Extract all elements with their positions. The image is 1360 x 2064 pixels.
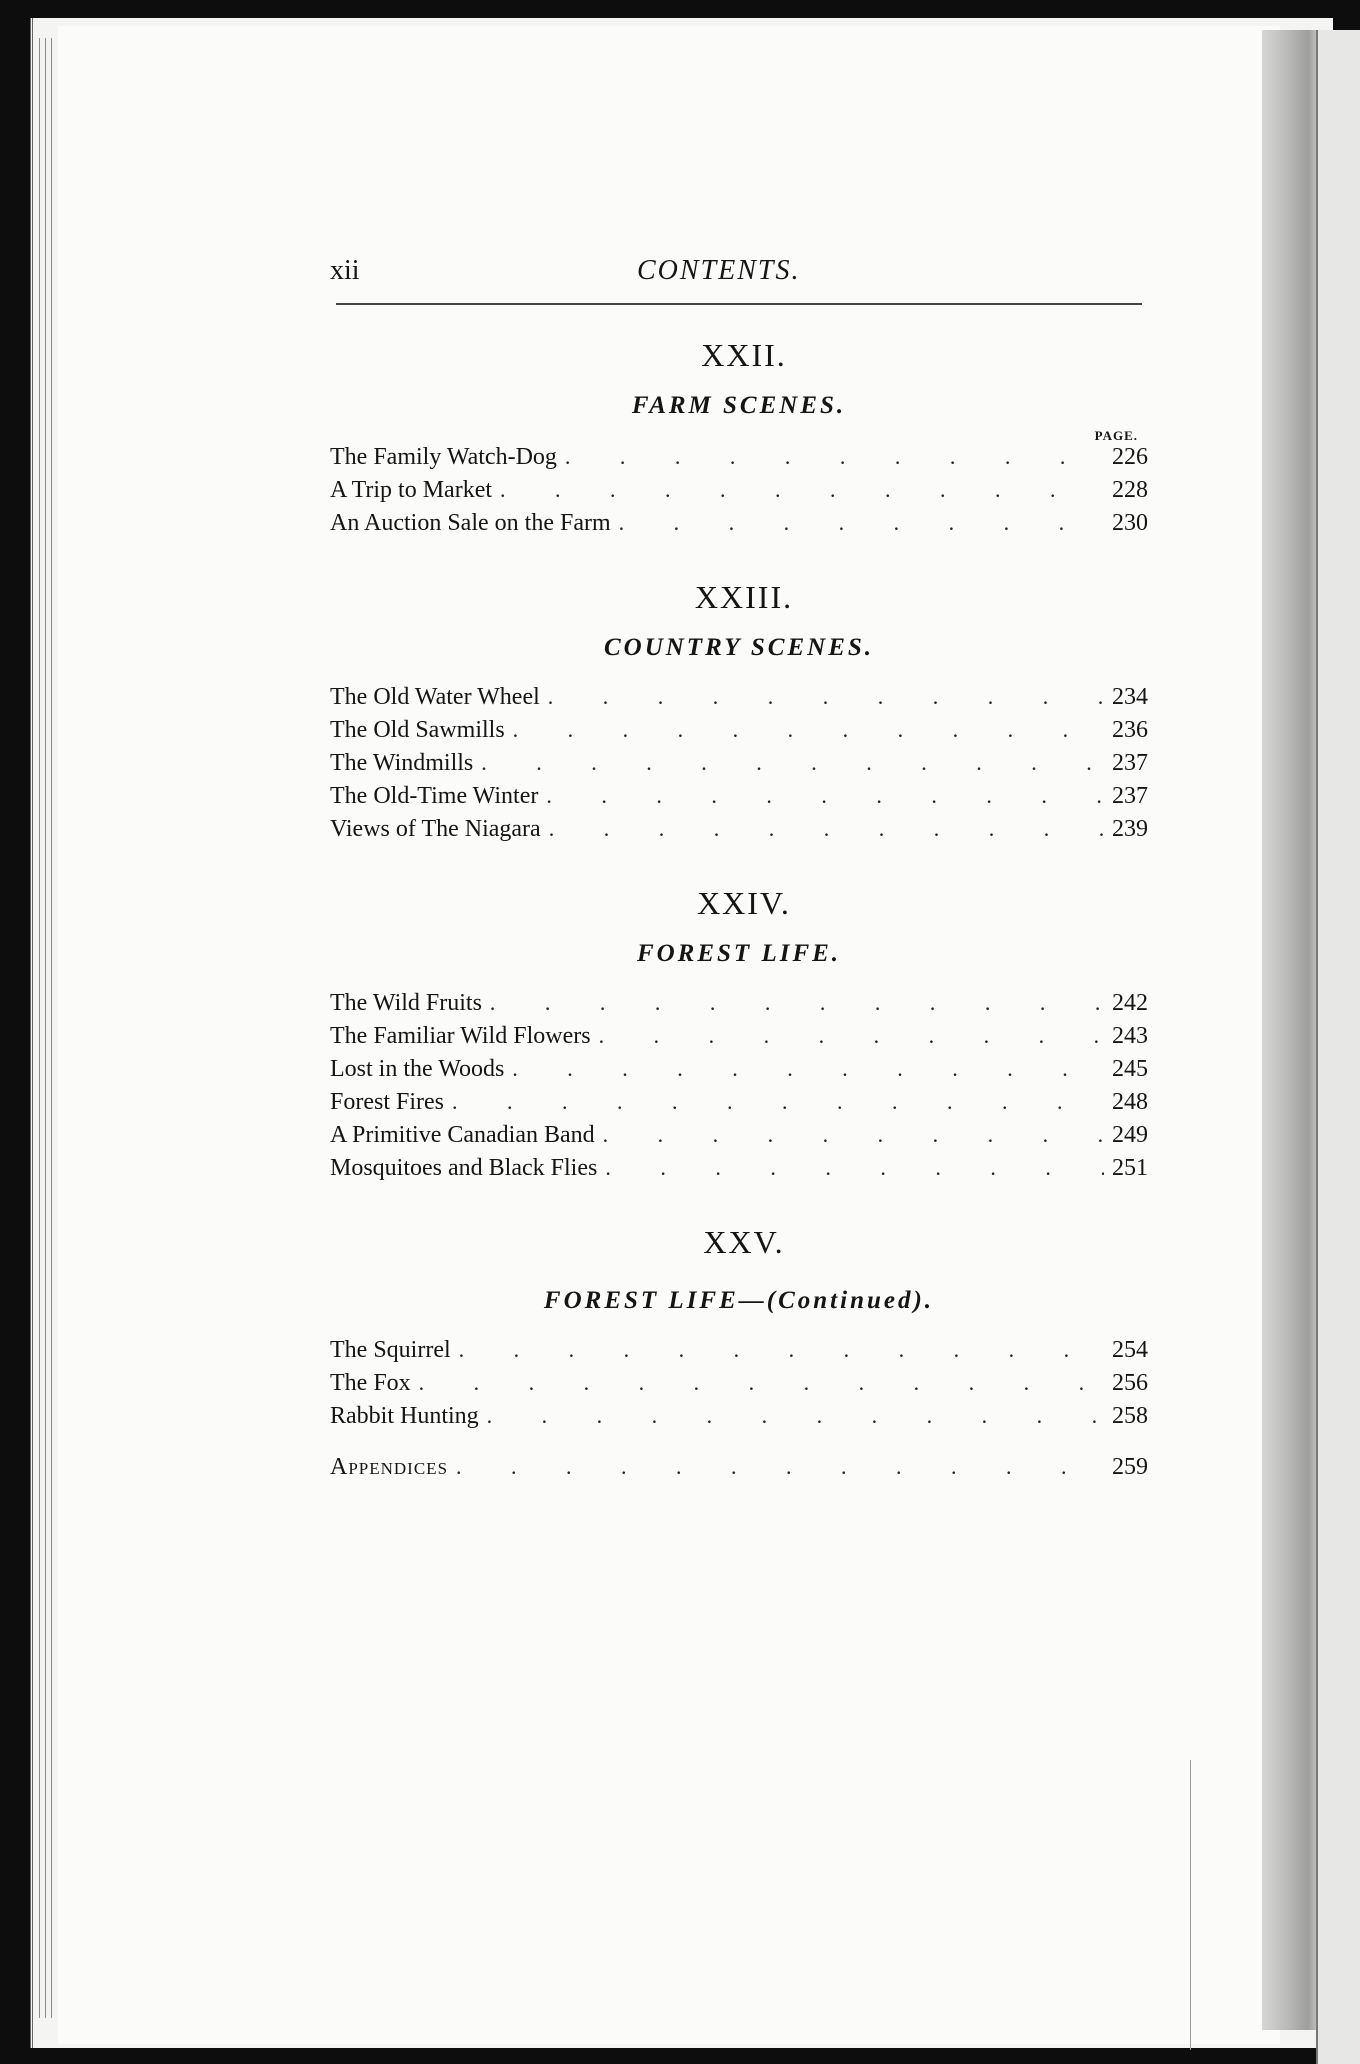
toc-entry-title: The Old-Time Winter bbox=[330, 783, 539, 809]
dot-leader bbox=[492, 477, 1104, 503]
dot-leader bbox=[541, 816, 1104, 842]
toc-entry bbox=[330, 1370, 1148, 1403]
contents-page bbox=[330, 255, 1148, 1487]
dot-leader bbox=[540, 684, 1104, 710]
toc-entry bbox=[330, 717, 1148, 750]
toc-entry-title: The Old Sawmills bbox=[330, 717, 505, 743]
toc-entry-title: The Squirrel bbox=[330, 1337, 451, 1363]
dot-leader bbox=[597, 1155, 1104, 1181]
toc-entry-page: 228 bbox=[1112, 477, 1148, 503]
toc-entry-title: The Fox bbox=[330, 1370, 411, 1396]
toc-entry-page: 254 bbox=[1112, 1337, 1148, 1363]
toc-entry-title: The Family Watch-Dog bbox=[330, 444, 557, 470]
dot-leader bbox=[451, 1337, 1104, 1363]
toc-entry-page: 236 bbox=[1112, 717, 1148, 743]
toc-entry-page: 234 bbox=[1112, 684, 1148, 710]
toc-entry-page: 230 bbox=[1112, 510, 1148, 536]
toc-list bbox=[330, 444, 1148, 543]
toc-list bbox=[330, 1337, 1148, 1436]
appendix-list bbox=[330, 1454, 1148, 1487]
toc-list bbox=[330, 684, 1148, 849]
toc-entry bbox=[330, 1403, 1148, 1436]
toc-entry-page: 256 bbox=[1112, 1370, 1148, 1396]
toc-entry-title: An Auction Sale on the Farm bbox=[330, 510, 611, 536]
dot-leader bbox=[611, 510, 1104, 536]
section-numeral: XXV. bbox=[703, 1224, 785, 1260]
toc-entry-page: 226 bbox=[1112, 444, 1148, 470]
dot-leader bbox=[591, 1023, 1104, 1049]
section-numeral: XXIII. bbox=[694, 579, 794, 615]
dot-leader bbox=[444, 1089, 1104, 1115]
toc-entry-page: 237 bbox=[1112, 783, 1148, 809]
toc-entry-title: Lost in the Woods bbox=[330, 1056, 505, 1082]
toc-entry-page: 251 bbox=[1112, 1155, 1148, 1181]
running-head bbox=[330, 255, 1148, 295]
toc-entry bbox=[330, 444, 1148, 477]
toc-entry-title: Views of The Niagara bbox=[330, 816, 541, 842]
toc-entry-title: A Primitive Canadian Band bbox=[330, 1122, 595, 1148]
toc-entry-page: 239 bbox=[1112, 816, 1148, 842]
dot-leader bbox=[473, 750, 1104, 776]
section-xxii bbox=[330, 337, 1148, 543]
dot-leader bbox=[448, 1454, 1104, 1480]
page-edge-line bbox=[39, 38, 40, 2018]
toc-entry bbox=[330, 783, 1148, 816]
dot-leader bbox=[482, 990, 1104, 1016]
section-title: FARM SCENES. bbox=[631, 392, 847, 419]
toc-entry-page: 237 bbox=[1112, 750, 1148, 776]
page-number: xii bbox=[330, 255, 360, 286]
toc-entry-appendices bbox=[330, 1454, 1148, 1487]
toc-entry-title: The Old Water Wheel bbox=[330, 684, 540, 710]
toc-entry bbox=[330, 750, 1148, 783]
section-numeral: XXII. bbox=[701, 337, 787, 373]
section-numeral: XXIV. bbox=[697, 885, 791, 921]
toc-entry-title: The Wild Fruits bbox=[330, 990, 482, 1016]
toc-entry bbox=[330, 1155, 1148, 1188]
dot-leader bbox=[505, 717, 1104, 743]
toc-entry bbox=[330, 1023, 1148, 1056]
section-xxiv bbox=[330, 885, 1148, 1188]
page-column-label: PAGE. bbox=[1094, 428, 1138, 443]
page-edge-line bbox=[45, 38, 46, 2018]
toc-entry-page: 258 bbox=[1112, 1403, 1148, 1429]
dot-leader bbox=[504, 1056, 1104, 1082]
section-title: FOREST LIFE. bbox=[636, 940, 842, 967]
spine-shadow bbox=[1262, 30, 1320, 2030]
toc-entry bbox=[330, 1089, 1148, 1122]
toc-entry-page: 249 bbox=[1112, 1122, 1148, 1148]
dot-leader bbox=[411, 1370, 1104, 1396]
toc-entry bbox=[330, 1056, 1148, 1089]
gutter-line bbox=[1190, 1760, 1191, 2050]
toc-entry-page: 248 bbox=[1112, 1089, 1148, 1115]
toc-entry bbox=[330, 816, 1148, 849]
toc-entry bbox=[330, 1122, 1148, 1155]
section-title: FOREST LIFE—(Continued). bbox=[543, 1287, 935, 1314]
section-xxv bbox=[330, 1224, 1148, 1436]
header-rule bbox=[336, 303, 1142, 305]
toc-entry-page: 245 bbox=[1112, 1056, 1148, 1082]
toc-list bbox=[330, 990, 1148, 1188]
page-edge-line bbox=[51, 38, 52, 2018]
toc-entry-title: Appendices bbox=[330, 1454, 449, 1480]
facing-page-edge bbox=[1316, 30, 1360, 2064]
toc-entry-title: The Windmills bbox=[330, 750, 474, 776]
toc-entry-page: 243 bbox=[1112, 1023, 1148, 1049]
dot-leader bbox=[595, 1122, 1104, 1148]
toc-entry-title: Forest Fires bbox=[330, 1089, 444, 1115]
toc-entry-title: The Familiar Wild Flowers bbox=[330, 1023, 591, 1049]
running-title: CONTENTS. bbox=[637, 255, 801, 286]
toc-entry bbox=[330, 684, 1148, 717]
toc-entry-title: Rabbit Hunting bbox=[330, 1403, 479, 1429]
dot-leader bbox=[557, 444, 1104, 470]
toc-entry-page: 242 bbox=[1112, 990, 1148, 1016]
toc-entry bbox=[330, 477, 1148, 510]
toc-entry-title: Mosquitoes and Black Flies bbox=[330, 1155, 598, 1181]
toc-entry-page: 259 bbox=[1112, 1454, 1148, 1480]
dot-leader bbox=[479, 1403, 1104, 1429]
toc-entry-title: A Trip to Market bbox=[330, 477, 493, 503]
section-xxiii bbox=[330, 579, 1148, 849]
section-title: COUNTRY SCENES. bbox=[603, 634, 875, 661]
toc-entry bbox=[330, 990, 1148, 1023]
toc-entry bbox=[330, 510, 1148, 543]
dot-leader bbox=[538, 783, 1104, 809]
toc-entry bbox=[330, 1337, 1148, 1370]
